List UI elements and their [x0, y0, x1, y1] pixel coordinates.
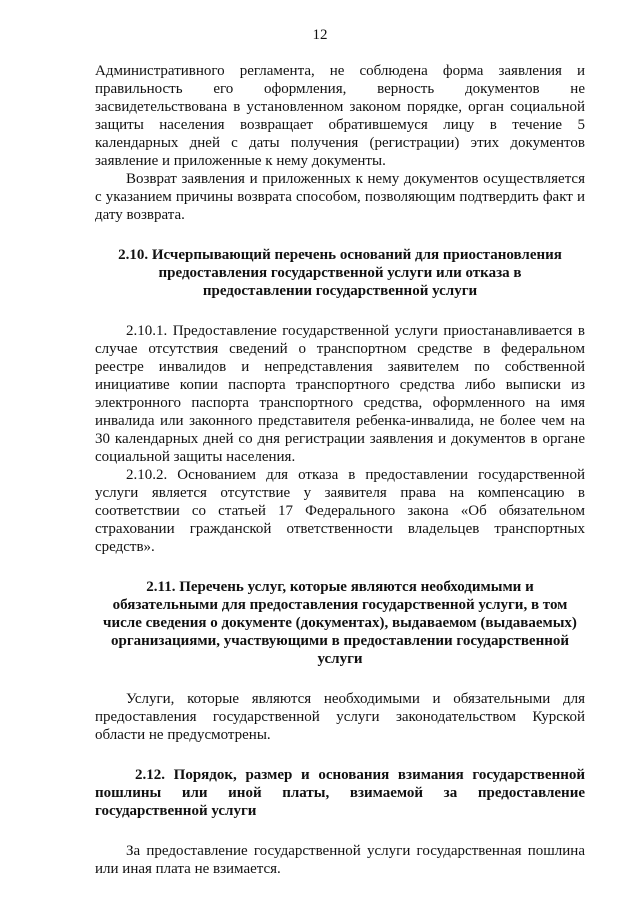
section-heading-2-12: 2.12. Порядок, размер и основания взимания государственной пошлины или иной платы, взимаемой за предоставление государственной услуги — [95, 767, 585, 819]
page-number: 12 — [312, 27, 328, 43]
paragraph-return-conditions: Административного регламента, не соблюдена форма заявления и правильность его оформления, верность документов не засвидетельствована в установленном законом порядке, орган социальной защиты населения возвращает обратившемуся лицу в течение 5 календарных дней с даты получения (регистрации) этих документов заявление и приложенные к нему документы. — [95, 63, 585, 169]
paragraph-2-10-1: 2.10.1. Предоставление государственной услуги приостанавливается в случае отсутствия сведений о транспортном средстве в федеральном реестре инвалидов и непредставления заявителем по собственной инициативе копии паспорта транспортного средства либо выписки из электронного паспорта транспортного средства, оформленного на имя инвалида или законного представителя ребенка-инвалида, не более чем на 30 календарных дней со дня регистрации заявления и документов в органе социальной защиты населения. — [95, 323, 585, 465]
paragraph-2-12: За предоставление государственной услуги государственная пошлина или иная плата не взимается. — [95, 843, 585, 877]
document-body — [95, 62, 585, 878]
section-heading-2-11: 2.11. Перечень услуг, которые являются необходимыми и обязательными для предоставления государственной услуги, в том числе сведения о документе (документах), выдаваемом (выдаваемых) организациями, участвующими в предоставлении государственной услуги — [103, 579, 577, 667]
section-heading-2-10: 2.10. Исчерпывающий перечень оснований для приостановления предоставления государственной услуги или отказа в предоставлении государственной услуги — [118, 247, 562, 299]
paragraph-2-10-2: 2.10.2. Основанием для отказа в предоставлении государственной услуги является отсутствие у заявителя права на компенсацию в соответствии со статьей 17 Федерального закона «Об обязательном страховании гражданской ответственности владельцев транспортных средств». — [95, 467, 585, 555]
paragraph-return-method: Возврат заявления и приложенных к нему документов осуществляется с указанием причины возврата способом, позволяющим подтвердить факт и дату возврата. — [95, 171, 585, 223]
paragraph-2-11: Услуги, которые являются необходимыми и обязательными для предоставления государственной услуги законодательством Курской области не предусмотрены. — [95, 691, 585, 743]
